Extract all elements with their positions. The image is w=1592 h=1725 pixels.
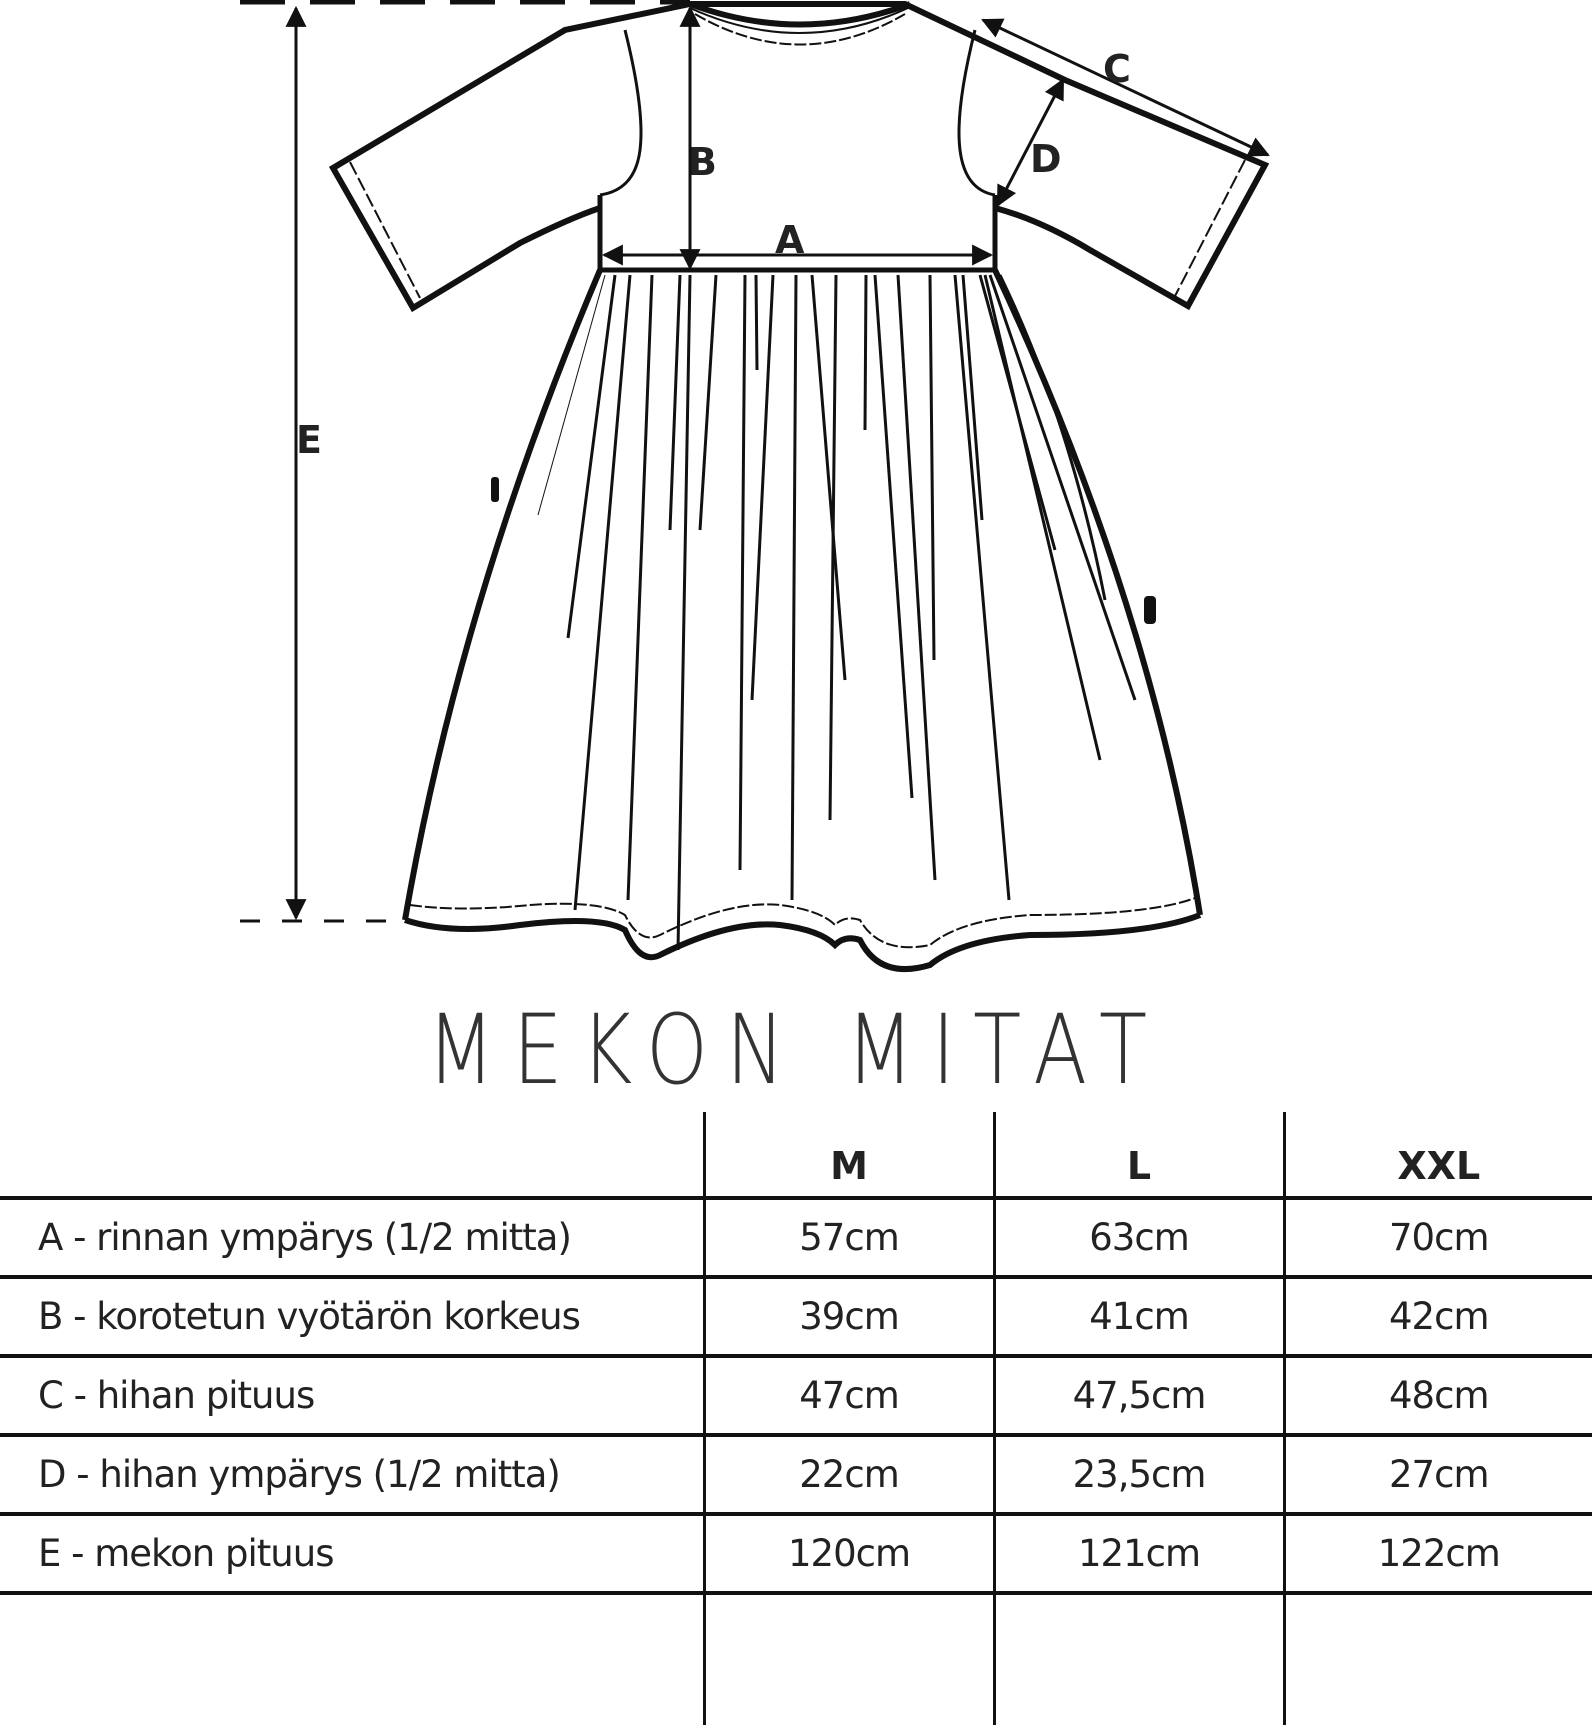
cell-value: 47,5cm: [994, 1356, 1284, 1435]
cell-value: 22cm: [704, 1435, 994, 1514]
cell-value: 122cm: [1284, 1514, 1592, 1593]
table-empty-row: [0, 1593, 1592, 1725]
row-label: C - hihan pituus: [0, 1356, 704, 1435]
empty-cell: [704, 1593, 994, 1725]
table-row: [0, 1277, 1592, 1356]
cell-value: 27cm: [1284, 1435, 1592, 1514]
table-header-row: [0, 1112, 1592, 1198]
empty-cell: [0, 1593, 704, 1725]
page-title: MEKON MITAT: [426, 994, 1166, 1106]
row-label: A - rinnan ympärys (1/2 mitta): [0, 1198, 704, 1277]
left-pocket-tab: [491, 477, 499, 502]
column-header-m: M: [704, 1112, 994, 1198]
empty-cell: [1284, 1593, 1592, 1725]
size-table: [0, 1112, 1592, 1725]
label-b: B: [688, 140, 717, 184]
left-sleeve: [333, 4, 690, 308]
cell-value: 42cm: [1284, 1277, 1592, 1356]
right-pocket-label: [1144, 596, 1156, 624]
label-e: E: [296, 418, 322, 462]
label-d: D: [1030, 137, 1062, 181]
row-label: E - mekon pituus: [0, 1514, 704, 1593]
column-header-xxl: XXL: [1284, 1112, 1592, 1198]
cell-value: 39cm: [704, 1277, 994, 1356]
cell-value: 48cm: [1284, 1356, 1592, 1435]
cell-value: 23,5cm: [994, 1435, 1284, 1514]
cell-value: 121cm: [994, 1514, 1284, 1593]
label-c: C: [1103, 47, 1131, 91]
column-header-l: L: [994, 1112, 1284, 1198]
header-empty-cell: [0, 1112, 704, 1198]
cell-value: 41cm: [994, 1277, 1284, 1356]
label-a: A: [775, 218, 805, 262]
skirt: [405, 270, 1200, 969]
table-row: [0, 1198, 1592, 1277]
cell-value: 70cm: [1284, 1198, 1592, 1277]
cell-value: 120cm: [704, 1514, 994, 1593]
cell-value: 57cm: [704, 1198, 994, 1277]
table-row: [0, 1435, 1592, 1514]
table-row: [0, 1514, 1592, 1593]
empty-cell: [994, 1593, 1284, 1725]
row-label: D - hihan ympärys (1/2 mitta): [0, 1435, 704, 1514]
table-row: [0, 1356, 1592, 1435]
cell-value: 47cm: [704, 1356, 994, 1435]
row-label: B - korotetun vyötärön korkeus: [0, 1277, 704, 1356]
cell-value: 63cm: [994, 1198, 1284, 1277]
